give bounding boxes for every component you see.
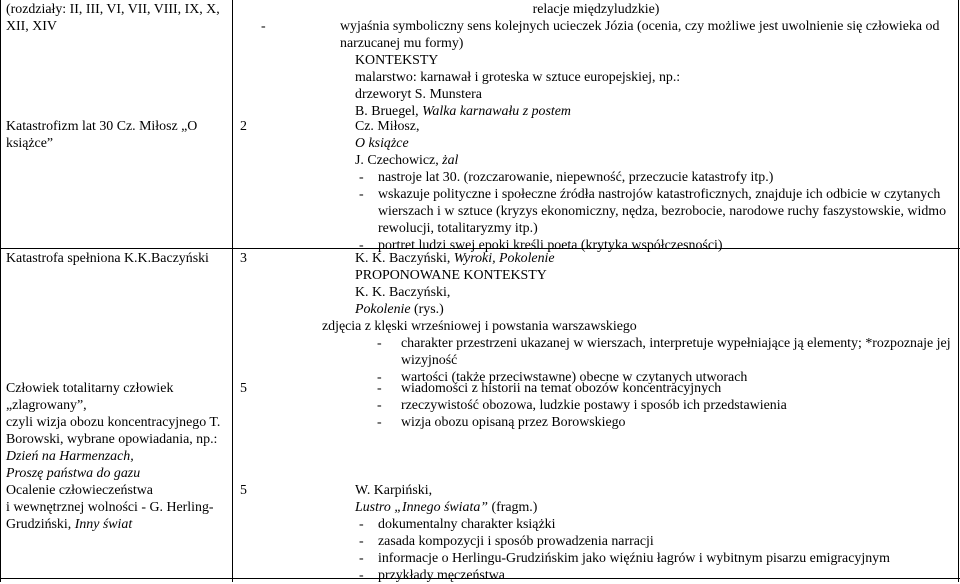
dash-item-text: rzeczywistość obozowa, ludzkie postawy i sposób ich przedstawienia: [401, 398, 787, 413]
row4-content: [355, 482, 952, 584]
dash-item: - charakter przestrzeni ukazanej w wierszach, interpretuje wypełniające ją elementy; *rozpoznaje jej wizyjność: [377, 336, 951, 368]
topic-line: i wewnętrznej wolności - G. Herling-: [6, 500, 214, 515]
row1-content: [355, 118, 952, 254]
dash-item: - dokumentalny charakter książki: [359, 517, 556, 532]
dash-item: - nastroje lat 30. (rozczarowanie, niepewność, przeczucie katastrofy itp.): [359, 170, 774, 185]
topic-line: Ocalenie człowieczeństwa: [6, 483, 153, 498]
dash-item-text: wskazuje polityczne i społeczne źródła nastrojów katastroficznych, znajduje ich odbicie w czytanych wierszach i w sztuce (kryzys ekonomiczny, nędza, bezrobocie, narodowe ruchy faszystowskie, widmo rewolucji, totalitaryzmy itp.): [378, 187, 947, 236]
topic-line: Człowiek totalitarny człowiek: [6, 381, 174, 396]
dash-item-text: dokumentalny charakter książki: [378, 517, 556, 532]
dash-item-text: nastroje lat 30. (rozczarowanie, niepewność, przeczucie katastrofy itp.): [378, 170, 774, 185]
content-line: drzeworyt S. Munstera: [355, 87, 482, 102]
dash-item-text: przykłady męczeństwa: [378, 568, 505, 583]
dash-item: - portret ludzi swej epoki kreśli poeta (krytyka współczesności): [359, 238, 723, 253]
row3-hours: 5: [240, 381, 247, 396]
dash-item-text: charakter przestrzeni ukazanej w wierszach, interpretuje wypełniające ją elementy; *rozpoznaje jej wizyjność: [401, 336, 951, 368]
content-line: KONTEKSTY: [355, 53, 439, 68]
row4-hours: 5: [240, 483, 247, 498]
dash-item-text: wizja obozu opisaną przez Borowskiego: [401, 415, 626, 430]
column-divider: [232, 0, 233, 582]
row4-topic: [6, 482, 228, 533]
dash-item-text: wiadomości z historii na temat obozów koncentracyjnych: [401, 381, 722, 396]
topic-line: Borowski, wybrane opowiadania, np.:: [6, 432, 218, 447]
dash-item: - wizja obozu opisaną przez Borowskiego: [377, 415, 626, 430]
topic-line: „zlagrowany”,: [6, 398, 87, 413]
row3-content: [240, 380, 952, 431]
content-line: W. Karpiński,: [355, 483, 433, 498]
dash-item: - wyjaśnia symboliczny sens kolejnych ucieczek Józia (ocenia, czy możliwe jest uwolnienie się człowieka od narzucanej mu formy): [239, 18, 952, 52]
topic-line: Proszę państwa do gazu: [6, 466, 141, 481]
content-line: K. K. Baczyński, Wyroki, Pokolenie: [355, 251, 555, 266]
row3-topic: [6, 380, 228, 482]
row1-hours: 2: [240, 119, 247, 134]
dash-item-text: wartości (także przeciwstawne) obecne w czytanych utworach: [401, 370, 748, 385]
topic-line: Katastrofizm lat 30 Cz. Miłosz „O: [6, 119, 198, 134]
row0-content: [240, 1, 952, 120]
content-line: Lustro „Innego świata” (fragm.): [355, 500, 538, 515]
content-line: B. Bruegel, Walka karnawału z postem: [355, 104, 571, 119]
topic-line: książce”: [6, 136, 54, 151]
dash-item: - zasada kompozycji i sposób prowadzenia narracji: [359, 534, 654, 549]
dash-item-text: portret ludzi swej epoki kreśli poeta (krytyka współczesności): [378, 238, 723, 253]
dash-item: - informacje o Herlingu-Grudzińskim jako więźniu łagrów i wybitnym pisarzu emigracyjnym: [359, 551, 890, 566]
topic-line: (rozdziały: II, III, VI, VII, VIII, IX, X,: [6, 2, 220, 17]
row2-hours: 3: [240, 251, 247, 266]
row2-content: [240, 250, 952, 386]
column-divider: [0, 0, 1, 582]
row1-topic: [6, 118, 228, 152]
dash-item-text: informacje o Herlingu-Grudzińskim jako więźniu łagrów i wybitnym pisarzu emigracyjnym: [378, 551, 890, 566]
topic-line: Dzień na Harmenzach,: [6, 449, 134, 464]
content-line: malarstwo: karnawał i groteska w sztuce europejskiej, np.:: [355, 70, 681, 85]
row0-topic: [6, 1, 228, 35]
column-divider: [958, 0, 959, 582]
content-line: J. Czechowicz, żal: [355, 153, 459, 168]
dash-item-text: wyjaśnia symboliczny sens kolejnych ucieczek Józia (ocenia, czy możliwe jest uwolnienie się człowieka od narzucanej mu formy): [340, 19, 940, 51]
content-line: relacje międzyludzkie): [532, 2, 660, 17]
topic-line: Grudziński, Inny świat: [6, 517, 133, 532]
row2-topic: [6, 250, 236, 267]
content-line: PROPONOWANE KONTEKSTY: [355, 268, 547, 283]
dash-item: - wartości (także przeciwstawne) obecne w czytanych utworach: [377, 370, 748, 385]
dash-item: - wiadomości z historii na temat obozów koncentracyjnych: [377, 381, 722, 396]
dash-item: - rzeczywistość obozowa, ludzkie postawy i sposób ich przedstawienia: [377, 398, 787, 413]
topic-line: Katastrofa spełniona K.K.Baczyński: [6, 251, 209, 266]
content-line: Cz. Miłosz,: [355, 119, 420, 134]
dash-item: - wskazuje polityczne i społeczne źródła nastrojów katastroficznych, znajduje ich odbicie w czytanych wierszach i w sztuce (kryzys ekonomiczny, nędza, bezrobocie, narodowe ruchy faszystowskie, widmo rewolucji, totalitaryzmy itp.): [359, 187, 947, 236]
content-line: Pokolenie (rys.): [355, 302, 444, 317]
content-line: zdjęcia z klęski wrześniowej i powstania warszawskiego: [322, 319, 637, 334]
content-line: O książce: [355, 136, 409, 151]
topic-line: czyli wizja obozu koncentracyjnego T.: [6, 415, 221, 430]
dash-item: - przykłady męczeństwa: [359, 568, 505, 583]
content-line: K. K. Baczyński,: [355, 285, 451, 300]
topic-line: XII, XIV: [6, 19, 57, 34]
dash-item-text: zasada kompozycji i sposób prowadzenia narracji: [378, 534, 654, 549]
